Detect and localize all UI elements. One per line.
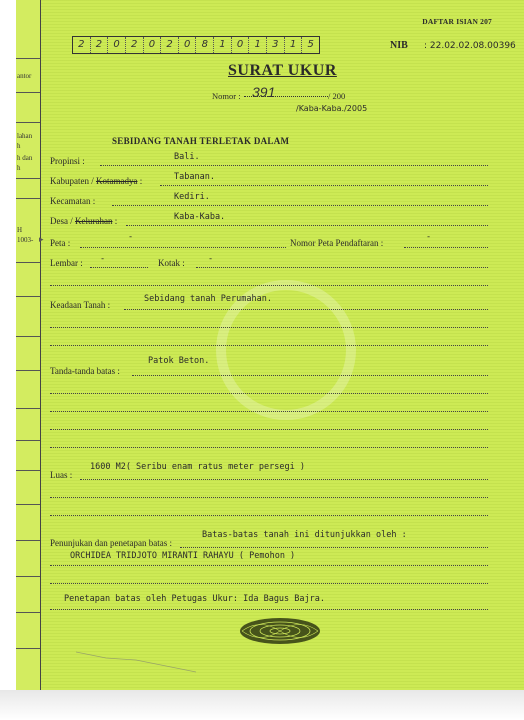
kecamatan-label: Kecamatan : [50, 196, 96, 206]
dotted-line [196, 267, 488, 268]
dotted-line [126, 225, 488, 226]
id-cell: 1 [285, 37, 303, 53]
penunjukan-value: Batas-batas tanah ini ditunjukkan oleh : [202, 530, 407, 540]
desa-label: Desa / Kelurahan : [50, 216, 118, 226]
nomor-year: / 200 [328, 91, 346, 101]
keadaan-value: Sebidang tanah Perumahan. [144, 294, 272, 304]
dotted-line [100, 165, 488, 166]
propinsi-value: Bali. [174, 152, 200, 162]
nomor-label: Nomor : [212, 91, 241, 101]
peta-value: - [128, 232, 134, 242]
luas-label: Luas : [50, 470, 73, 480]
binding-arrow-icon: ▸ [39, 234, 44, 244]
dotted-line [50, 497, 488, 498]
dotted-line [50, 429, 488, 430]
dotted-line [50, 609, 488, 610]
dotted-line [50, 285, 488, 286]
luas-value: 1600 M2( Seribu enam ratus meter persegi ) [90, 462, 305, 472]
penunjukan-name: ORCHIDEA TRIDJOTO MIRANTI RAHAYU ( Pemohon ) [70, 551, 296, 561]
nomor-sub: /Kaba-Kaba./2005 [296, 104, 368, 113]
margin-text: h dan [17, 154, 33, 162]
id-cell: 2 [161, 37, 179, 53]
lembar-value: - [100, 254, 106, 264]
id-cell: 8 [196, 37, 214, 53]
dotted-line [50, 565, 488, 566]
desa-value: Kaba-Kaba. [174, 212, 226, 222]
section-heading: SEBIDANG TANAH TERLETAK DALAM [112, 136, 290, 146]
id-cell: 1 [214, 37, 232, 53]
dotted-line [132, 375, 488, 376]
dotted-line [404, 247, 488, 248]
dotted-line [50, 447, 488, 448]
dotted-line [80, 247, 286, 248]
dotted-line [50, 515, 488, 516]
dotted-line [124, 309, 488, 310]
tanda-value: Patok Beton. [148, 356, 210, 366]
dotted-line [180, 547, 488, 548]
id-cell: 1 [249, 37, 267, 53]
dotted-line [90, 267, 148, 268]
id-cell: 3 [267, 37, 285, 53]
id-cell: 2 [126, 37, 144, 53]
nomor-peta-label: Nomor Peta Pendaftaran : [290, 238, 384, 248]
margin-text: antor [17, 72, 32, 80]
id-number-box [72, 36, 320, 54]
nomor-peta-value: - [426, 232, 432, 242]
dotted-line [50, 393, 488, 394]
document-page [16, 0, 524, 700]
id-cell: 5 [307, 39, 314, 50]
kecamatan-value: Kediri. [174, 192, 210, 202]
page-shadow [0, 690, 524, 720]
form-code: DAFTAR ISIAN 207 [422, 17, 492, 26]
id-cell: 0 [179, 37, 197, 53]
kabupaten-value: Tabanan. [174, 172, 215, 182]
dotted-line [112, 205, 488, 206]
nomor-dotted-line [244, 96, 328, 97]
margin-text: h [17, 164, 21, 172]
propinsi-label: Propinsi : [50, 156, 85, 166]
margin-text: H [17, 226, 23, 234]
attached-margin-strip [16, 0, 41, 690]
dotted-line [50, 345, 488, 346]
peta-label: Peta : [50, 238, 71, 248]
keadaan-label: Keadaan Tanah : [50, 300, 111, 310]
nib-value: : 22.02.02.08.00396 [424, 41, 516, 51]
guilloche-ornament-icon [238, 616, 322, 646]
margin-text: 1003- [17, 236, 34, 244]
dotted-line [50, 583, 488, 584]
pencil-scribble-icon [76, 648, 206, 678]
id-cell: 0 [232, 37, 250, 53]
tanda-label: Tanda-tanda batas : [50, 366, 120, 376]
dotted-line [50, 411, 488, 412]
kotak-label: Kotak : [158, 258, 185, 268]
margin-text: lahan [17, 132, 33, 140]
document-title: SURAT UKUR [228, 62, 337, 79]
kotak-value: - [208, 254, 214, 264]
penetapan-text: Penetapan batas oleh Petugas Ukur: Ida Bagus Bajra. [64, 594, 325, 604]
dotted-line [50, 327, 488, 328]
id-cell: 0 [144, 37, 162, 53]
id-cell: 2 [73, 37, 91, 53]
id-cell: 2 [91, 37, 109, 53]
id-cell: 0 [108, 37, 126, 53]
nomor-number: 391 [252, 84, 276, 100]
penunjukan-label: Penunjukan dan penetapan batas : [50, 538, 172, 548]
nib-label: NIB [390, 40, 408, 51]
dotted-line [80, 479, 488, 480]
kabupaten-label: Kabupaten / Kotamadya : [50, 176, 143, 186]
dotted-line [160, 185, 488, 186]
margin-text: h [17, 142, 21, 150]
lembar-label: Lembar : [50, 258, 83, 268]
